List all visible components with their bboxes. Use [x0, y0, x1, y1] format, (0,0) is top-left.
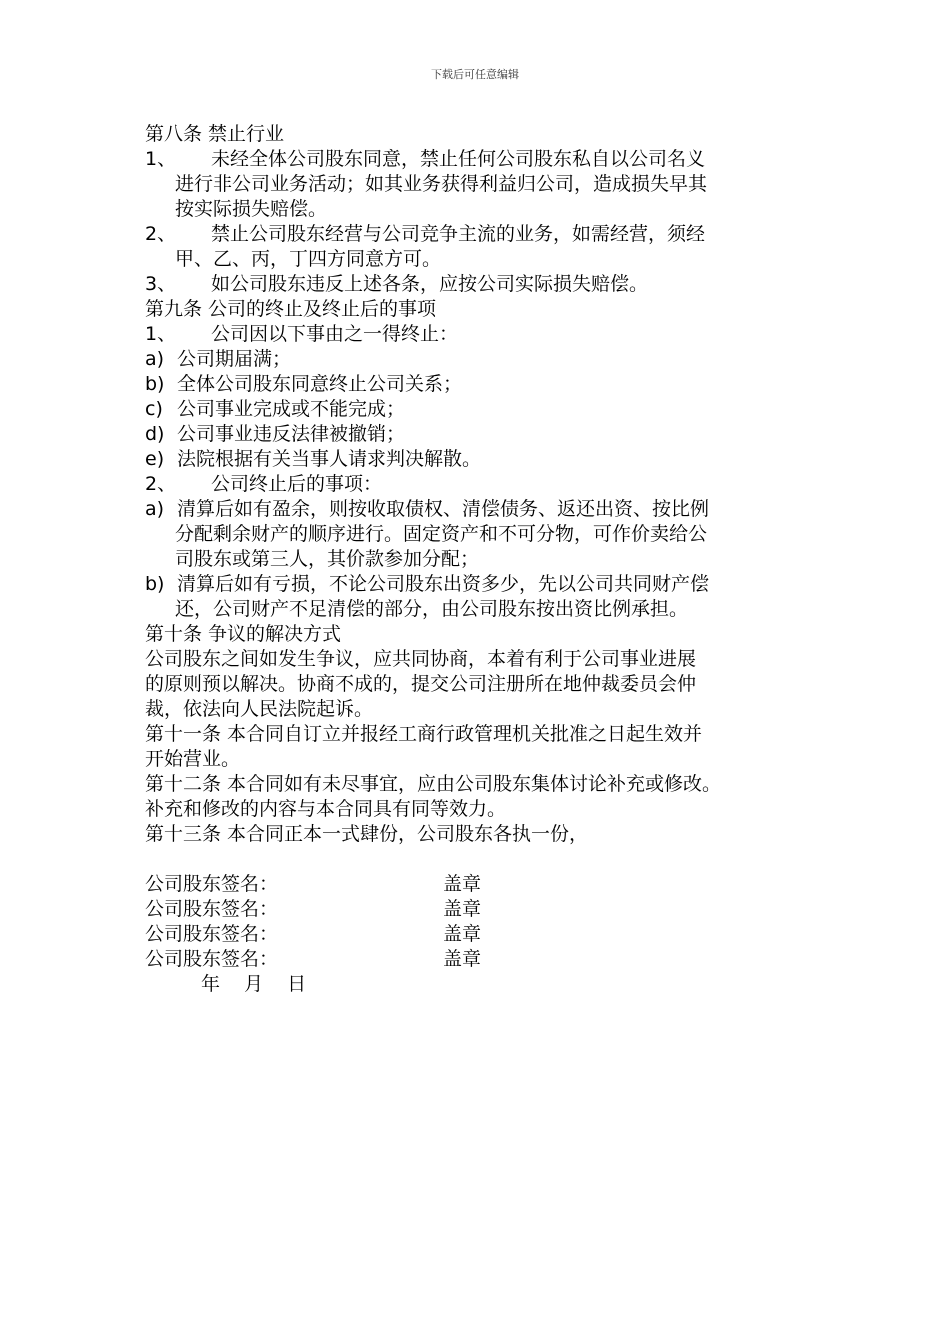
item-number: 1、: [145, 148, 177, 170]
item-text-cont: 进行非公司业务活动；如其业务获得利益归公司，造成损失早其: [175, 173, 708, 195]
item-number: 2、: [145, 223, 177, 245]
article-11-text: 开始营业。: [145, 748, 241, 770]
article-13-text: 第十三条 本合同正本一式肆份，公司股东各执一份，: [145, 823, 589, 845]
list-text: 清算后如有盈余，则按收取债权、清偿债务、返还出资、按比例: [177, 498, 710, 520]
signature-row: [145, 922, 835, 947]
signature-row: [145, 947, 835, 972]
list-marker: b): [145, 573, 165, 595]
article-10-title: 第十条 争议的解决方式: [145, 623, 342, 645]
date-day: 日: [287, 973, 307, 995]
date-year: 年: [201, 973, 221, 995]
list-text: 全体公司股东同意终止公司关系；: [177, 373, 463, 395]
list-item: [145, 372, 835, 397]
article-12-text: 补充和修改的内容与本合同具有同等效力。: [145, 798, 507, 820]
item-number: 2、: [145, 473, 177, 495]
item-text: 公司终止后的事项：: [211, 473, 383, 495]
item-text: 未经全体公司股东同意，禁止任何公司股东私自以公司名义: [211, 148, 706, 170]
article-8-item-3: [145, 272, 835, 297]
document-body: [145, 122, 835, 997]
blank-line: [145, 847, 835, 872]
list-marker: c): [145, 398, 163, 420]
article-8-item-1: [145, 147, 835, 172]
item-number: 1、: [145, 323, 177, 345]
list-text: 公司期届满；: [177, 348, 292, 370]
article-9-point-1: [145, 322, 835, 347]
item-text: 公司因以下事由之一得终止：: [211, 323, 459, 345]
signature-label: 公司股东签名：: [145, 873, 279, 895]
article-10-text: 公司股东之间如发生争议，应共同协商，本着有利于公司事业进展: [145, 648, 697, 670]
seal-label: 盖章: [443, 898, 482, 920]
signature-label: 公司股东签名：: [145, 898, 279, 920]
list-item: [145, 572, 835, 597]
list-item: [145, 422, 835, 447]
seal-label: 盖章: [443, 923, 482, 945]
list-item: [145, 447, 835, 472]
list-item: [145, 497, 835, 522]
item-text-cont: 甲、乙、丙，丁四方同意方可。: [175, 248, 442, 270]
page-header: 下载后可任意编辑: [431, 68, 519, 81]
list-text-cont: 还，公司财产不足清偿的部分，由公司股东按出资比例承担。: [175, 598, 689, 620]
date-line: [145, 972, 835, 997]
list-marker: a): [145, 498, 165, 520]
signature-row: [145, 897, 835, 922]
list-text: 公司事业违反法律被撤销；: [177, 423, 406, 445]
item-text-cont: 按实际损失赔偿。: [175, 198, 328, 220]
article-12-text: 第十二条 本合同如有未尽事宜，应由公司股东集体讨论补充或修改。: [145, 773, 722, 795]
list-text: 清算后如有亏损，不论公司股东出资多少，先以公司共同财产偿: [177, 573, 710, 595]
signature-label: 公司股东签名：: [145, 948, 279, 970]
signature-row: [145, 872, 835, 897]
item-text: 禁止公司股东经营与公司竞争主流的业务，如需经营，须经: [211, 223, 706, 245]
list-marker: e): [145, 448, 165, 470]
signature-label: 公司股东签名：: [145, 923, 279, 945]
seal-label: 盖章: [443, 873, 482, 895]
item-text: 如公司股东违反上述各条，应按公司实际损失赔偿。: [211, 273, 649, 295]
article-8-title: 第八条 禁止行业: [145, 123, 285, 145]
seal-label: 盖章: [443, 948, 482, 970]
article-8-item-2: [145, 222, 835, 247]
list-text-cont: 分配剩余财产的顺序进行。固定资产和不可分物，可作价卖给公: [175, 523, 708, 545]
article-10-text: 裁，依法向人民法院起诉。: [145, 698, 374, 720]
list-item: [145, 347, 835, 372]
article-11-text: 第十一条 本合同自订立并报经工商行政管理机关批准之日起生效并: [145, 723, 703, 745]
article-9-point-2: [145, 472, 835, 497]
article-9-title: 第九条 公司的终止及终止后的事项: [145, 298, 437, 320]
list-text: 法院根据有关当事人请求判决解散。: [177, 448, 482, 470]
date-month: 月: [244, 973, 264, 995]
list-marker: a): [145, 348, 165, 370]
list-text-cont: 司股东或第三人，其价款参加分配；: [175, 548, 480, 570]
list-marker: d): [145, 423, 165, 445]
item-number: 3、: [145, 273, 177, 295]
list-item: [145, 397, 835, 422]
list-marker: b): [145, 373, 165, 395]
article-10-text: 的原则预以解决。协商不成的，提交公司注册所在地仲裁委员会仲: [145, 673, 697, 695]
list-text: 公司事业完成或不能完成；: [177, 398, 406, 420]
